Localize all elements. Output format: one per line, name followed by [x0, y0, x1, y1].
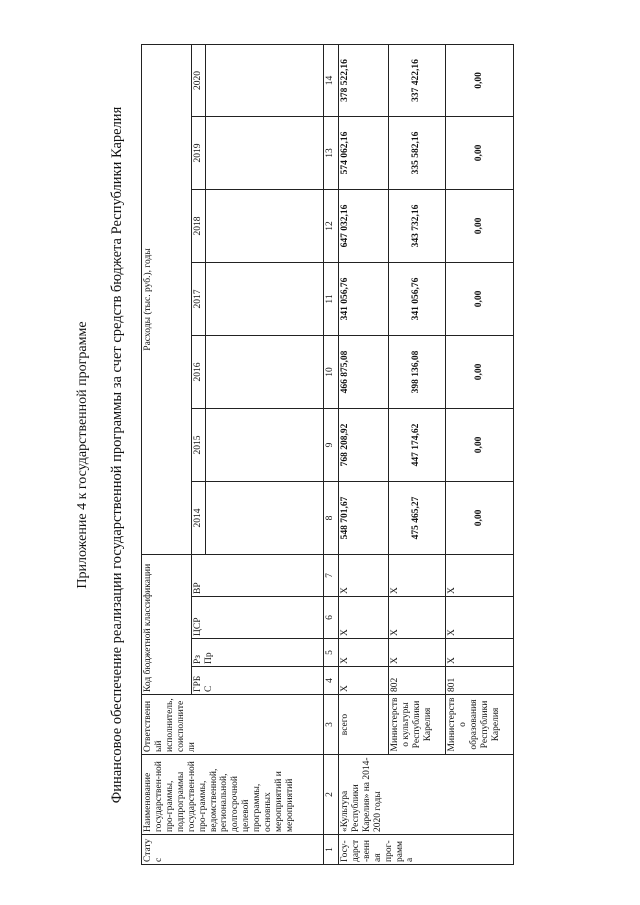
column-index-row: [323, 44, 338, 864]
rzpr-cell: Х: [388, 639, 445, 667]
expense-value: 343 732,16: [388, 189, 445, 262]
column-index: 2: [323, 755, 338, 835]
executor-cell: Министерство образования Республики Карелия: [445, 695, 513, 755]
expense-value: 341 056,76: [388, 262, 445, 335]
table-row: [338, 44, 388, 864]
expense-value: 337 422,16: [388, 44, 445, 116]
name-header: Наименование государствен-ной про-граммы, подпрограммы государствен-ной про-граммы, ведомственной, региональной, долгосрочной целевой программы, основных мероприятий и мероприятий: [142, 755, 324, 835]
status-header: Статус: [142, 835, 324, 865]
code-vr-header: ВР: [192, 554, 324, 596]
column-index: 8: [323, 481, 338, 554]
program-status: Госу-дарст-венная прог-рамма: [338, 835, 513, 865]
header-row-top: [142, 44, 192, 864]
code-grbs-header: ГРБ С: [192, 667, 324, 695]
column-index: 5: [323, 639, 338, 667]
expense-value: 447 174,62: [388, 408, 445, 481]
column-index: 1: [323, 835, 338, 865]
expense-value: 398 136,08: [388, 335, 445, 408]
code-rzpr-header: Рз Пр: [192, 639, 324, 667]
year-header: 2019: [192, 116, 206, 189]
year-header: 2017: [192, 262, 206, 335]
expense-value: 574 062,16: [338, 116, 388, 189]
executor-header: Ответственный исполнитель, соисполнители: [142, 695, 324, 755]
executor-cell: всего: [338, 695, 388, 755]
rzpr-cell: Х: [338, 639, 388, 667]
year-header: 2014: [192, 481, 206, 554]
vr-cell: Х: [388, 554, 445, 596]
grbs-cell: 802: [388, 667, 445, 695]
column-index: 4: [323, 667, 338, 695]
expense-value: 378 522,16: [338, 44, 388, 116]
vr-cell: Х: [445, 554, 513, 596]
expense-value: 335 582,16: [388, 116, 445, 189]
year-header: 2020: [192, 44, 206, 116]
year-header: 2015: [192, 408, 206, 481]
expense-value: 0,00: [445, 189, 513, 262]
expense-value: 0,00: [445, 335, 513, 408]
table-row: [388, 44, 445, 864]
expense-value: 341 056,76: [338, 262, 388, 335]
code-csr-header: ЦСР: [192, 597, 324, 639]
column-index: 6: [323, 597, 338, 639]
program-name: «Культура Республики Карелия» на 2014-2020 годы: [338, 755, 513, 835]
column-index: 12: [323, 189, 338, 262]
expense-value: 0,00: [445, 262, 513, 335]
expenses-header: Расходы (тыс. руб.), годы: [142, 44, 192, 554]
expense-value: 0,00: [445, 481, 513, 554]
grbs-cell: Х: [338, 667, 388, 695]
table-row: [445, 44, 513, 864]
csr-cell: Х: [445, 597, 513, 639]
expense-value: 0,00: [445, 44, 513, 116]
column-index: 3: [323, 695, 338, 755]
expense-value: 548 701,67: [338, 481, 388, 554]
year-header: 2016: [192, 335, 206, 408]
financing-table: [141, 44, 514, 865]
csr-cell: Х: [388, 597, 445, 639]
budget-code-header: Код бюджетной классификации: [142, 554, 192, 694]
expense-value: 475 465,27: [388, 481, 445, 554]
executor-cell: Министерство культуры Республики Карелия: [388, 695, 445, 755]
column-index: 14: [323, 44, 338, 116]
rzpr-cell: Х: [445, 639, 513, 667]
csr-cell: Х: [338, 597, 388, 639]
column-index: 10: [323, 335, 338, 408]
expense-value: 466 875,08: [338, 335, 388, 408]
expense-value: 647 032,16: [338, 189, 388, 262]
expense-value: 0,00: [445, 408, 513, 481]
year-header: 2018: [192, 189, 206, 262]
grbs-cell: 801: [445, 667, 513, 695]
column-index: 9: [323, 408, 338, 481]
expense-value: 768 208,92: [338, 408, 388, 481]
document-title: Финансовое обеспечение реализации государственной программы за счет средств бюджета Республики Карелия: [109, 106, 125, 804]
column-index: 13: [323, 116, 338, 189]
rotated-content: [75, 35, 635, 875]
vr-cell: Х: [338, 554, 388, 596]
column-index: 11: [323, 262, 338, 335]
appendix-label: Приложение 4 к государственной программе: [75, 321, 90, 589]
expense-value: 0,00: [445, 116, 513, 189]
column-index: 7: [323, 554, 338, 596]
